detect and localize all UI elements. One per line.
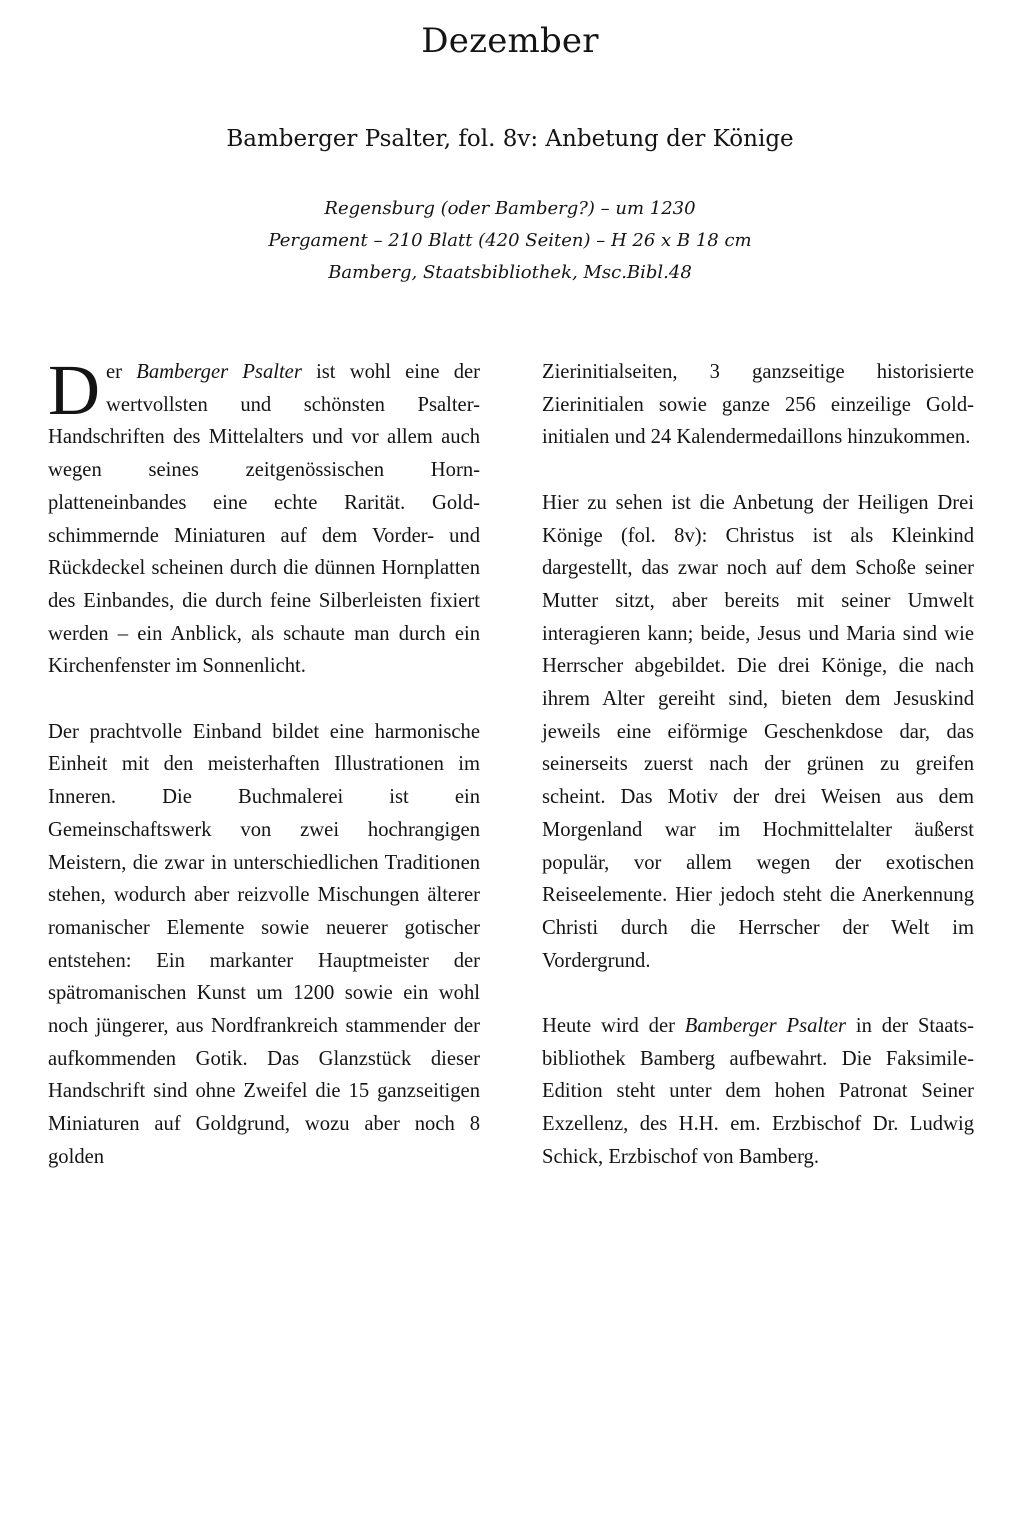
paragraph: Der prachtvolle Einband bildet eine harmonische Einheit mit den meisterhaften Illustrationen im Inneren. Die Buchmalerei ist ein Gemeinschaftswerk von zwei hochrangigen Meistern, die zwar in unterschiedlichen Traditionen stehen, wodurch aber reizvolle Mischungen älterer romanischer Elemente sowie neuerer gotischer entstehen: Ein markanter Hauptmeister der spätromanischen Kunst um 1200 sowie ein wohl noch jüngerer, aus Nordfrankreich stammender der aufkommenden Gotik. Das Glanzstück dieser Handschrift sind ohne Zweifel die 15 ganzseitigen Miniaturen auf Goldgrund, wozu aber noch 8 golden: [48, 720, 480, 1168]
manuscript-meta: [0, 193, 1020, 289]
paragraph: Zierinitialseiten, 3 ganzseitige historisierte Zierinitialen sowie ganze 256 einzeilige Goldinitialen und 24 Kalendermedaillons hinzukommen.: [542, 361, 974, 449]
paragraph-text: Heute wird der: [542, 1015, 685, 1038]
meta-location-line: Bamberg, Staatsbibliothek, Msc.Bibl.48: [328, 262, 692, 283]
paragraph: [48, 350, 480, 683]
meta-material-line: Pergament – 210 Blatt (420 Seiten) – H 26 x B 18 cm: [268, 230, 752, 251]
paragraph-text: ist wohl eine der wertvollsten und schönsten Psalter-Handschriften des Mittelalters und vor allem auch wegen seines zeitgenössischen Hornplatteneinbandes eine echte Rarität. Goldschimmernde Miniaturen auf dem Vorder- und Rückdeckel scheinen durch die dünnen Hornplatten des Einbandes, die durch feine Silberleisten fixiert werden – ein Anblick, als schaute man durch ein Kirchenfenster im Sonnenlicht.: [48, 361, 480, 678]
paragraph-text: er: [106, 361, 137, 383]
manuscript-subtitle: Bamberger Psalter, fol. 8v: Anbetung der Könige: [226, 126, 794, 152]
title-italic: Bamberger Psalter: [136, 361, 302, 383]
paragraph: Hier zu sehen ist die Anbetung der Heiligen Drei Könige (fol. 8v): Christus ist als Kleinkind dargestellt, das zwar noch auf dem Schoße seiner Mutter sitzt, aber bereits mit seiner Umwelt interagieren kann; beide, Jesus und Maria sind wie Herrscher abgebildet. Die drei Könige, die nach ihrem Alter gereiht sind, bieten dem Jesuskind jeweils eine eiförmige Geschenkdose dar, das seinerseits zuerst nach der grünen zu greifen scheint. Das Motiv der drei Weisen aus dem Morgenland war im Hochmittelalter äußerst populär, vor allem wegen der exotischen Reiseelemente. Hier jedoch steht die Anerkennung Christi durch die Herrscher der Welt im Vordergrund.: [542, 491, 974, 972]
meta-origin-line: Regensburg (oder Bamberg?) – um 1230: [324, 198, 696, 219]
paragraph: [542, 1010, 974, 1174]
page-title: Dezember: [421, 21, 599, 61]
text-column-right: [542, 356, 974, 1206]
drop-cap: D: [48, 350, 100, 430]
paragraph-text: in der Staatsbibliothek Bamberg aufbewahrt. Die Faksimile-Edition steht unter dem hohen Patronat Seiner Exzellenz, des H.H. em. Erzbischof Dr. Ludwig Schick, Erzbischof von Bamberg.: [542, 1015, 974, 1168]
text-column-left: [48, 350, 480, 1206]
title-italic: Bamberger Psalter: [684, 1015, 847, 1038]
